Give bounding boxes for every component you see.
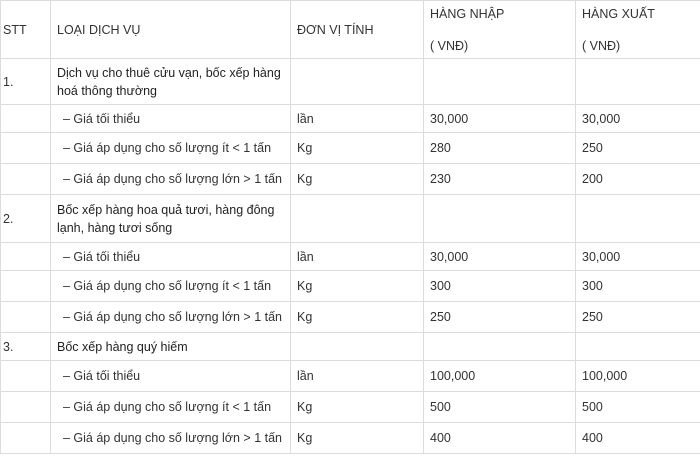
section-empty-cell [291,195,424,243]
stt-cell [1,243,51,271]
unit-cell [291,164,424,195]
section-number: 1. [3,74,14,89]
header-service: LOẠI DỊCH VỤ [57,23,141,37]
import-price-cell [424,302,576,333]
header-cell-import [424,1,576,59]
stt-cell [1,105,51,133]
section-number-cell [1,333,51,361]
unit-cell [291,105,424,133]
import-price: 100,000 [430,369,476,383]
export-price: 30,000 [582,111,621,126]
header-row [1,1,700,59]
section-empty-cell [424,333,576,361]
section-title-cell [51,195,291,243]
header-import: HÀNG NHẬP [430,7,505,21]
export-price-cell [576,302,700,333]
header-stt: STT [3,23,27,37]
service-cell [51,302,291,333]
import-price-cell [424,164,576,195]
section-empty-cell [576,59,700,105]
table-row [1,164,700,195]
table-row [1,133,700,164]
header-cell-stt [1,1,51,59]
service-cell [51,243,291,271]
table-row [1,302,700,333]
unit-value: Kg [297,400,313,414]
unit-value: Kg [297,279,313,293]
service-cell [51,133,291,164]
unit-cell [291,243,424,271]
export-price-cell [576,423,700,454]
service-cell [51,271,291,302]
unit-cell [291,302,424,333]
stt-cell [1,271,51,302]
section-title: Bốc xếp hàng hoa quả tươi, hàng đông lạnh, hàng tươi sống [57,202,275,235]
import-price: 280 [430,141,451,155]
service-label: – Giá tối thiểu [63,111,141,126]
unit-cell [291,271,424,302]
service-label: – Giá tối thiểu [63,249,141,264]
header-export-unit: ( VNĐ) [582,39,621,53]
header-export: HÀNG XUẤT [582,7,655,21]
import-price: 300 [430,279,451,293]
table-row [1,105,700,133]
import-price: 500 [430,400,451,414]
export-price-cell [576,361,700,392]
section-title: Bốc xếp hàng quý hiếm [57,339,188,354]
table-row [1,271,700,302]
section-empty-cell [291,333,424,361]
export-price-cell [576,271,700,302]
section-empty-cell [424,59,576,105]
import-price-cell [424,243,576,271]
export-price-cell [576,164,700,195]
export-price: 400 [582,431,603,445]
export-price: 200 [582,172,603,186]
export-price-cell [576,133,700,164]
header-cell-service [51,1,291,59]
export-price-cell [576,392,700,423]
service-cell [51,392,291,423]
unit-value: Kg [297,172,313,186]
service-label: – Giá áp dụng cho số lượng ít < 1 tấn [63,279,272,293]
service-label: – Giá tối thiểu [63,369,141,383]
service-label: – Giá áp dụng cho số lượng lớn > 1 tấn [63,310,283,324]
section-row [1,333,700,361]
import-price-cell [424,392,576,423]
stt-cell [1,302,51,333]
stt-cell [1,423,51,454]
stt-cell [1,133,51,164]
import-price-cell [424,271,576,302]
unit-value: Kg [297,141,313,155]
export-price: 300 [582,279,603,293]
table-row [1,243,700,271]
section-empty-cell [291,59,424,105]
unit-value: lần [297,369,314,383]
export-price: 250 [582,310,603,324]
header-import-unit: ( VNĐ) [430,39,469,53]
import-price-cell [424,133,576,164]
service-cell [51,423,291,454]
unit-value: lần [297,249,314,264]
unit-cell [291,133,424,164]
service-cell [51,361,291,392]
export-price-cell [576,105,700,133]
unit-cell [291,392,424,423]
unit-value: lần [297,111,314,126]
import-price: 250 [430,310,451,324]
stt-cell [1,392,51,423]
service-label: – Giá áp dụng cho số lượng ít < 1 tấn [63,400,272,414]
stt-cell [1,361,51,392]
export-price: 250 [582,141,603,155]
service-cell [51,105,291,133]
section-number-cell [1,195,51,243]
section-title: Dịch vụ cho thuê cửu vạn, bốc xếp hàng hoá thông thường [57,65,281,98]
service-label: – Giá áp dụng cho số lượng lớn > 1 tấn [63,172,283,186]
table-row [1,423,700,454]
export-price: 500 [582,400,603,414]
section-title-cell [51,333,291,361]
import-price: 30,000 [430,249,469,264]
header-cell-unit [291,1,424,59]
service-label: – Giá áp dụng cho số lượng ít < 1 tấn [63,141,272,155]
unit-cell [291,423,424,454]
service-cell [51,164,291,195]
section-empty-cell [424,195,576,243]
unit-cell [291,361,424,392]
table-row [1,392,700,423]
import-price-cell [424,361,576,392]
service-label: – Giá áp dụng cho số lượng lớn > 1 tấn [63,431,283,445]
import-price: 230 [430,172,451,186]
table-row [1,361,700,392]
export-price-cell [576,243,700,271]
import-price: 400 [430,431,451,445]
import-price: 30,000 [430,111,469,126]
header-cell-export [576,1,700,59]
import-price-cell [424,423,576,454]
section-row [1,59,700,105]
section-number: 3. [3,339,14,354]
import-price-cell [424,105,576,133]
export-price: 100,000 [582,369,628,383]
section-number-cell [1,59,51,105]
section-empty-cell [576,195,700,243]
section-number: 2. [3,211,14,226]
header-unit: ĐƠN VỊ TÍNH [297,23,374,37]
unit-value: Kg [297,310,313,324]
stt-cell [1,164,51,195]
section-row [1,195,700,243]
section-title-cell [51,59,291,105]
export-price: 30,000 [582,249,621,264]
unit-value: Kg [297,431,313,445]
section-empty-cell [576,333,700,361]
